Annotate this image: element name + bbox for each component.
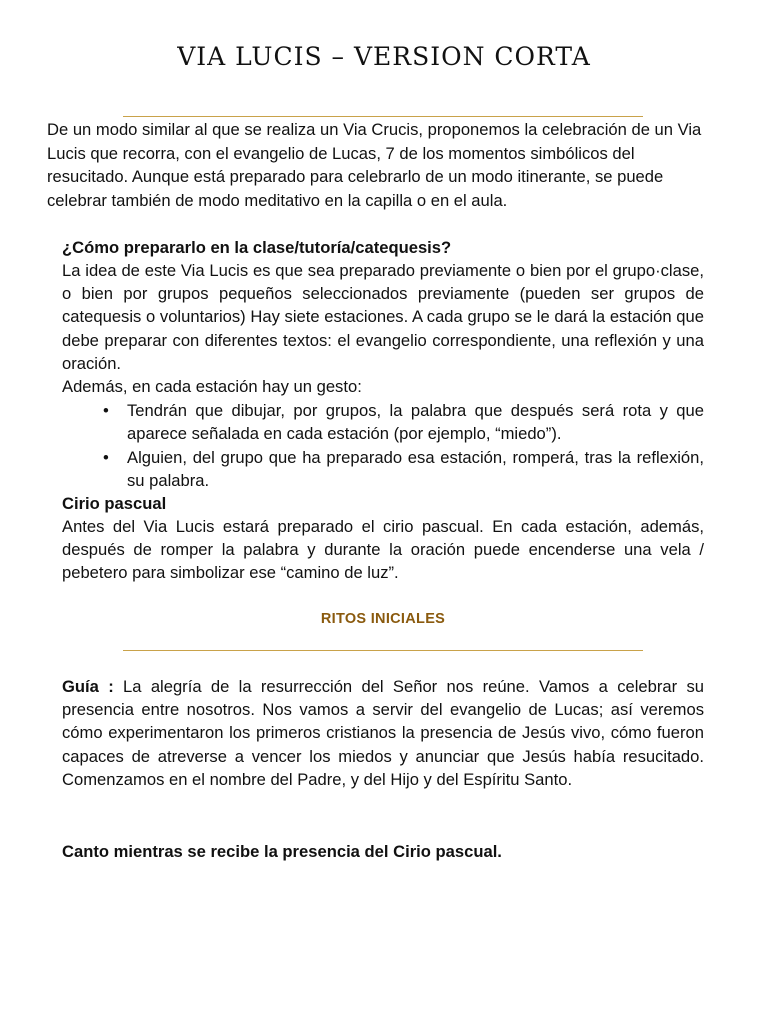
section-heading-ritos-iniciales: RITOS INICIALES xyxy=(320,611,446,627)
guia-paragraph xyxy=(62,675,704,791)
gesture-list xyxy=(101,399,704,493)
cirio-pascual-paragraph: Antes del Via Lucis estará preparado el cirio pascual. En cada estación, además, después de romper la palabra y durante la oración puede encenderse una vela / pebetero para simbolizar ese “camino de luz”. xyxy=(62,517,704,583)
list-item xyxy=(101,399,704,445)
list-item-text: Alguien, del grupo que ha preparado esa estación, romperá, tras la reflexión, su palabra. xyxy=(127,447,704,491)
page-title: VIA LUCIS – VERSION CORTA xyxy=(177,42,591,71)
how-to-prepare-heading: ¿Cómo prepararlo en la clase/tutoría/catequesis? xyxy=(62,238,452,257)
how-to-prepare-paragraph: La idea de este Via Lucis es que sea preparado previamente o bien por el grupo·clase, o bien por grupos pequeños seleccionados previamente (pueden ser grupos de catequesis o voluntarios) Hay siete estaciones. A cada grupo se le dará la estación que debe preparar con diferentes textos: el evangelio correspondiente, una reflexión y una oración. xyxy=(62,261,704,373)
list-item-text: Tendrán que dibujar, por grupos, la palabra que después será rota y que aparece señalada en cada estación (por ejemplo, “miedo”). xyxy=(127,401,704,444)
intro-paragraph: De un modo similar al que se realiza un Via Crucis, proponemos la celebración de un Via Lucis que recorra, con el evangelio de Lucas, 7 de los momentos simbólicos del resucitado. Aunque está preparado para celebrarlo de un modo itinerante, se puede celebrar también de modo meditativo en la capilla o en el aula. xyxy=(47,120,702,210)
cirio-pascual-heading: Cirio pascual xyxy=(62,494,167,513)
bullet-icon: • xyxy=(103,447,109,467)
canto-instruction: Canto mientras se recibe la presencia del Cirio pascual. xyxy=(62,842,502,861)
gesture-intro-text: Además, en cada estación hay un gesto: xyxy=(62,377,362,396)
list-item xyxy=(101,446,704,492)
guia-text: La alegría de la resurrección del Señor nos reúne. Vamos a celebrar su presencia entre nosotros. Nos vamos a servir del evangelio de Lucas; así veremos cómo experimentaron los primeros cristianos la presencia de Jesús vivo, cómo fueron capaces de atreverse a vencer los miedos y anunciar que Jesús había resucitado. Comenzamos en el nombre del Padre, y del Hijo y del Espíritu Santo. xyxy=(62,677,704,789)
title-divider xyxy=(123,116,643,117)
bullet-icon: • xyxy=(103,401,109,420)
section-divider xyxy=(123,650,643,651)
guia-label: Guía : xyxy=(62,677,114,696)
